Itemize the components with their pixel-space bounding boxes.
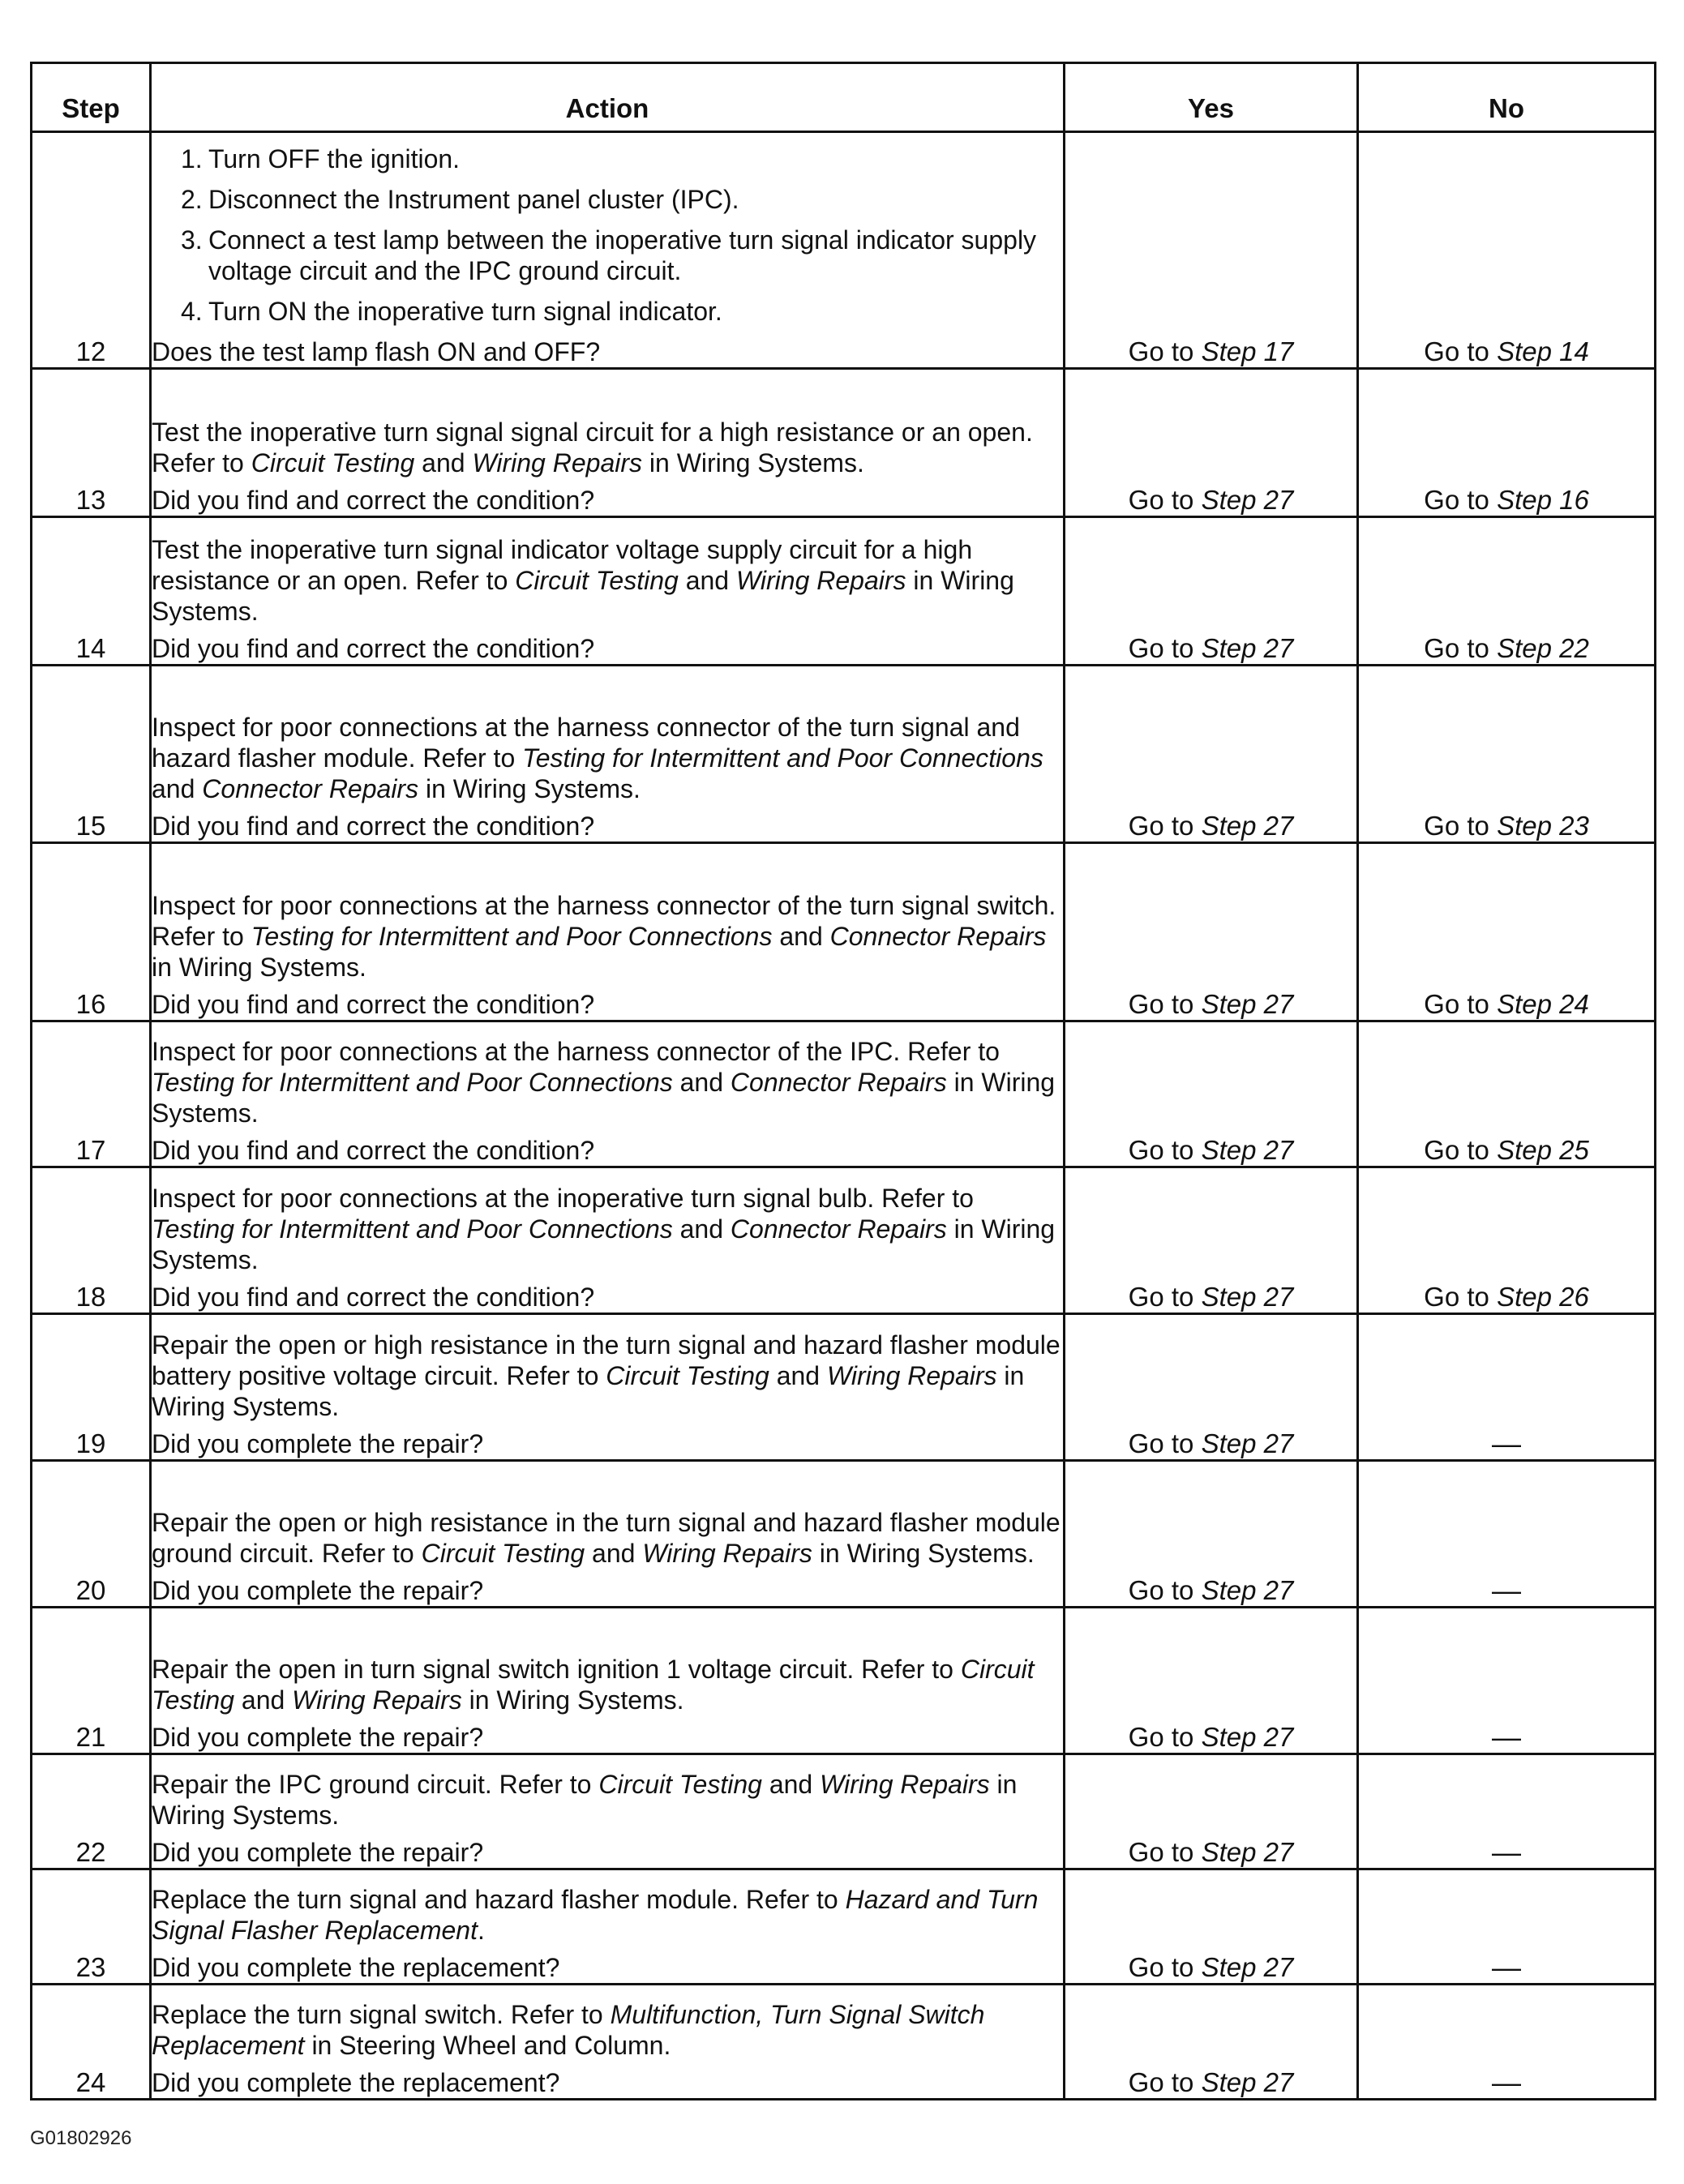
no-result — [1358, 132, 1656, 369]
goto-prefix: Go to — [1128, 811, 1202, 841]
yes-step-link[interactable]: Step 27 — [1201, 2067, 1294, 2097]
action-cell — [151, 1167, 1065, 1314]
yes-result — [1065, 1021, 1358, 1167]
action-description — [152, 712, 1063, 804]
no-step-link[interactable]: Step 16 — [1497, 485, 1589, 515]
reference-title: Circuit Testing — [598, 1770, 762, 1799]
description-text: Inspect for poor connections at the harness connector of the turn signal switch. Refer to — [152, 891, 1056, 951]
yes-step-link[interactable]: Step 27 — [1201, 1428, 1294, 1458]
action-cell — [151, 1608, 1065, 1754]
description-text: Test the inoperative turn signal signal circuit for a high resistance or an open. Refer to — [152, 418, 1033, 477]
action-step-text: Turn OFF the ignition. — [208, 144, 461, 173]
reference-title: Circuit Testing — [251, 448, 415, 477]
action-cell — [151, 1754, 1065, 1869]
step-number: 17 — [32, 1021, 151, 1167]
reference-title: Connector Repairs — [730, 1214, 947, 1244]
step-row — [32, 1021, 1656, 1167]
goto-prefix: Go to — [1128, 1837, 1202, 1867]
step-number: 18 — [32, 1167, 151, 1314]
action-description — [152, 1999, 1063, 2061]
description-text: . — [477, 1916, 485, 1945]
no-result-none: — — [1358, 1754, 1656, 1869]
no-step-link[interactable]: Step 25 — [1497, 1135, 1589, 1165]
action-question: Did you complete the repair? — [152, 1576, 484, 1605]
step-number: 16 — [32, 843, 151, 1021]
description-text: Test the inoperative turn signal indicator voltage supply circuit for a high resistance or an open. Refer to — [152, 535, 973, 595]
description-text: in Wiring Systems. — [812, 1539, 1035, 1568]
action-description — [152, 1183, 1063, 1275]
description-text: in Wiring Systems. — [152, 1770, 1018, 1830]
description-text: in Wiring Systems. — [152, 953, 366, 982]
action-description — [152, 1654, 1063, 1715]
yes-step-link[interactable]: Step 27 — [1201, 1952, 1294, 1982]
description-text: and — [769, 1361, 827, 1390]
action-question: Did you find and correct the condition? — [152, 634, 595, 663]
goto-prefix: Go to — [1128, 336, 1202, 366]
yes-step-link[interactable]: Step 27 — [1201, 1575, 1294, 1605]
action-question: Did you complete the replacement? — [152, 2068, 560, 2097]
reference-title: Hazard and Turn Signal Flasher Replacement — [152, 1885, 1039, 1945]
diagnostic-table — [30, 62, 1656, 2100]
yes-result — [1065, 666, 1358, 843]
description-text: and — [585, 1539, 643, 1568]
no-result-none: — — [1358, 1608, 1656, 1754]
no-step-link[interactable]: Step 26 — [1497, 1282, 1589, 1312]
step-number: 20 — [32, 1461, 151, 1608]
reference-title: Testing for Intermittent and Poor Connections — [152, 1214, 673, 1244]
header-row — [32, 63, 1656, 132]
reference-title: Circuit Testing — [421, 1539, 585, 1568]
action-question: Did you complete the repair? — [152, 1429, 484, 1458]
action-cell — [151, 1461, 1065, 1608]
reference-title: Connector Repairs — [829, 922, 1047, 951]
goto-prefix: Go to — [1128, 1135, 1202, 1165]
step-row — [32, 1754, 1656, 1869]
action-description — [152, 1769, 1063, 1831]
step-number: 13 — [32, 369, 151, 517]
action-step-number: 3. — [181, 225, 203, 255]
step-number: 23 — [32, 1869, 151, 1985]
step-number: 21 — [32, 1608, 151, 1754]
no-result-none: — — [1358, 1314, 1656, 1461]
action-question: Did you find and correct the condition? — [152, 486, 595, 515]
header-action: Action — [151, 63, 1065, 132]
reference-title: Wiring Repairs — [642, 1539, 812, 1568]
description-text: Repair the open or high resistance in the turn signal and hazard flasher module ground circuit. Refer to — [152, 1508, 1061, 1568]
action-question: Did you find and correct the condition? — [152, 1136, 595, 1165]
reference-title: Connector Repairs — [730, 1068, 947, 1097]
no-result-none: — — [1358, 1985, 1656, 2100]
action-step-number: 4. — [181, 297, 203, 326]
goto-prefix: Go to — [1128, 2067, 1202, 2097]
description-text: Repair the open or high resistance in the turn signal and hazard flasher module battery positive voltage circuit. Refer to — [152, 1330, 1061, 1390]
yes-step-link[interactable]: Step 27 — [1201, 1837, 1294, 1867]
action-step-text: Turn ON the inoperative turn signal indicator. — [208, 297, 722, 326]
action-description — [152, 890, 1063, 983]
description-text: Replace the turn signal and hazard flasher module. Refer to — [152, 1885, 846, 1914]
reference-title: Wiring Repairs — [472, 448, 642, 477]
action-description — [152, 1884, 1063, 1946]
no-result — [1358, 1167, 1656, 1314]
no-result — [1358, 1021, 1656, 1167]
description-text: Repair the open in turn signal switch ignition 1 voltage circuit. Refer to — [152, 1655, 961, 1684]
no-step-link[interactable]: Step 14 — [1497, 336, 1589, 366]
yes-step-link[interactable]: Step 27 — [1201, 1135, 1294, 1165]
no-result-none: — — [1358, 1869, 1656, 1985]
action-step-item — [181, 143, 1063, 174]
reference-title: Testing for Intermittent and Poor Connections — [251, 922, 773, 951]
action-question: Does the test lamp flash ON and OFF? — [152, 337, 601, 366]
action-description — [152, 1330, 1063, 1422]
yes-result — [1065, 1608, 1358, 1754]
action-cell — [151, 1869, 1065, 1985]
action-cell — [151, 843, 1065, 1021]
reference-title: Wiring Repairs — [735, 566, 906, 595]
yes-step-link[interactable]: Step 27 — [1201, 989, 1294, 1019]
step-number: 15 — [32, 666, 151, 843]
no-result — [1358, 843, 1656, 1021]
yes-result — [1065, 1167, 1358, 1314]
no-result — [1358, 369, 1656, 517]
goto-prefix: Go to — [1128, 1575, 1202, 1605]
description-text: in Wiring Systems. — [642, 448, 864, 477]
action-cell — [151, 517, 1065, 666]
no-step-link[interactable]: Step 23 — [1497, 811, 1589, 841]
description-text: Inspect for poor connections at the harness connector of the IPC. Refer to — [152, 1037, 1000, 1066]
goto-prefix: Go to — [1424, 485, 1498, 515]
description-text: and — [761, 1770, 821, 1799]
step-row — [32, 1608, 1656, 1754]
reference-title: Wiring Repairs — [826, 1361, 997, 1390]
reference-title: Wiring Repairs — [820, 1770, 990, 1799]
yes-step-link[interactable]: Step 27 — [1201, 485, 1294, 515]
yes-step-link[interactable]: Step 27 — [1201, 811, 1294, 841]
reference-title: Connector Repairs — [202, 774, 419, 803]
description-text: and — [772, 922, 830, 951]
step-row — [32, 369, 1656, 517]
header-yes: Yes — [1065, 63, 1358, 132]
step-row — [32, 1985, 1656, 2100]
yes-result — [1065, 1314, 1358, 1461]
description-text: in Wiring Systems. — [461, 1685, 684, 1715]
yes-result — [1065, 1869, 1358, 1985]
step-number: 24 — [32, 1985, 151, 2100]
description-text: in Wiring Systems. — [152, 1068, 1056, 1128]
goto-prefix: Go to — [1424, 811, 1498, 841]
action-step-number: 1. — [181, 144, 203, 173]
action-question: Did you complete the repair? — [152, 1723, 484, 1752]
action-cell — [151, 132, 1065, 369]
goto-prefix: Go to — [1424, 1282, 1498, 1312]
step-row — [32, 1869, 1656, 1985]
action-step-item — [181, 296, 1063, 327]
action-cell — [151, 1314, 1065, 1461]
action-cell — [151, 666, 1065, 843]
goto-prefix: Go to — [1424, 989, 1498, 1019]
description-text: and — [672, 1214, 731, 1244]
action-question: Did you find and correct the condition? — [152, 990, 595, 1019]
action-cell — [151, 1021, 1065, 1167]
goto-prefix: Go to — [1128, 1722, 1202, 1752]
action-step-number: 2. — [181, 185, 203, 214]
goto-prefix: Go to — [1424, 1135, 1498, 1165]
action-step-item — [181, 184, 1063, 215]
reference-title: Wiring Repairs — [292, 1685, 462, 1715]
description-text: and — [234, 1685, 293, 1715]
reference-title: Multifunction, Turn Signal Switch Replacement — [152, 2000, 985, 2060]
goto-prefix: Go to — [1128, 1282, 1202, 1312]
action-description — [152, 417, 1063, 478]
description-text: in Wiring Systems. — [152, 1361, 1025, 1421]
description-text: Replace the turn signal switch. Refer to — [152, 2000, 611, 2029]
goto-prefix: Go to — [1128, 1952, 1202, 1982]
action-steps-list — [152, 143, 1063, 327]
yes-result — [1065, 369, 1358, 517]
yes-step-link[interactable]: Step 27 — [1201, 1722, 1294, 1752]
yes-result — [1065, 132, 1358, 369]
no-result-none: — — [1358, 1461, 1656, 1608]
no-step-link[interactable]: Step 24 — [1497, 989, 1589, 1019]
goto-prefix: Go to — [1128, 633, 1202, 663]
goto-prefix: Go to — [1128, 1428, 1202, 1458]
step-row — [32, 1167, 1656, 1314]
reference-title: Circuit Testing — [152, 1655, 1035, 1715]
goto-prefix: Go to — [1424, 336, 1498, 366]
action-description — [152, 1507, 1063, 1569]
yes-step-link[interactable]: Step 27 — [1201, 633, 1294, 663]
description-text: in Wiring Systems. — [152, 566, 1014, 626]
action-question: Did you complete the repair? — [152, 1838, 484, 1867]
header-step: Step — [32, 63, 151, 132]
yes-step-link[interactable]: Step 27 — [1201, 1282, 1294, 1312]
yes-result — [1065, 1985, 1358, 2100]
action-description — [152, 534, 1063, 627]
description-text: in Steering Wheel and Column. — [304, 2031, 671, 2060]
action-question: Did you find and correct the condition? — [152, 1283, 595, 1312]
action-step-text: Connect a test lamp between the inoperative turn signal indicator supply voltage circuit and the IPC ground circuit. — [208, 225, 1037, 285]
figure-id: G01802926 — [30, 2127, 132, 2149]
action-description — [152, 1036, 1063, 1128]
header-no: No — [1358, 63, 1656, 132]
no-step-link[interactable]: Step 22 — [1497, 633, 1589, 663]
step-row — [32, 666, 1656, 843]
step-number: 14 — [32, 517, 151, 666]
step-row — [32, 517, 1656, 666]
reference-title: Testing for Intermittent and Poor Connections — [522, 743, 1043, 773]
reference-title: Testing for Intermittent and Poor Connections — [152, 1068, 673, 1097]
step-number: 22 — [32, 1754, 151, 1869]
goto-prefix: Go to — [1424, 633, 1498, 663]
description-text: Inspect for poor connections at the harness connector of the turn signal and hazard flasher module. Refer to — [152, 713, 1020, 773]
description-text: and — [672, 1068, 731, 1097]
no-result — [1358, 517, 1656, 666]
reference-title: Circuit Testing — [515, 566, 679, 595]
yes-result — [1065, 1754, 1358, 1869]
description-text: and — [152, 774, 203, 803]
action-cell — [151, 1985, 1065, 2100]
step-number: 12 — [32, 132, 151, 369]
description-text: and — [414, 448, 473, 477]
yes-step-link[interactable]: Step 17 — [1201, 336, 1294, 366]
no-result — [1358, 666, 1656, 843]
step-row — [32, 843, 1656, 1021]
goto-prefix: Go to — [1128, 485, 1202, 515]
step-row — [32, 1461, 1656, 1608]
yes-result — [1065, 517, 1358, 666]
description-text: and — [678, 566, 736, 595]
description-text: in Wiring Systems. — [418, 774, 641, 803]
reference-title: Circuit Testing — [606, 1361, 769, 1390]
description-text: Repair the IPC ground circuit. Refer to — [152, 1770, 599, 1799]
action-step-text: Disconnect the Instrument panel cluster (IPC). — [208, 185, 739, 214]
action-cell — [151, 369, 1065, 517]
action-question: Did you find and correct the condition? — [152, 812, 595, 841]
description-text: Inspect for poor connections at the inoperative turn signal bulb. Refer to — [152, 1184, 974, 1213]
action-question: Did you complete the replacement? — [152, 1953, 560, 1982]
action-step-item — [181, 225, 1063, 286]
step-row — [32, 132, 1656, 369]
step-row — [32, 1314, 1656, 1461]
description-text: in Wiring Systems. — [152, 1214, 1056, 1274]
yes-result — [1065, 843, 1358, 1021]
goto-prefix: Go to — [1128, 989, 1202, 1019]
step-number: 19 — [32, 1314, 151, 1461]
yes-result — [1065, 1461, 1358, 1608]
